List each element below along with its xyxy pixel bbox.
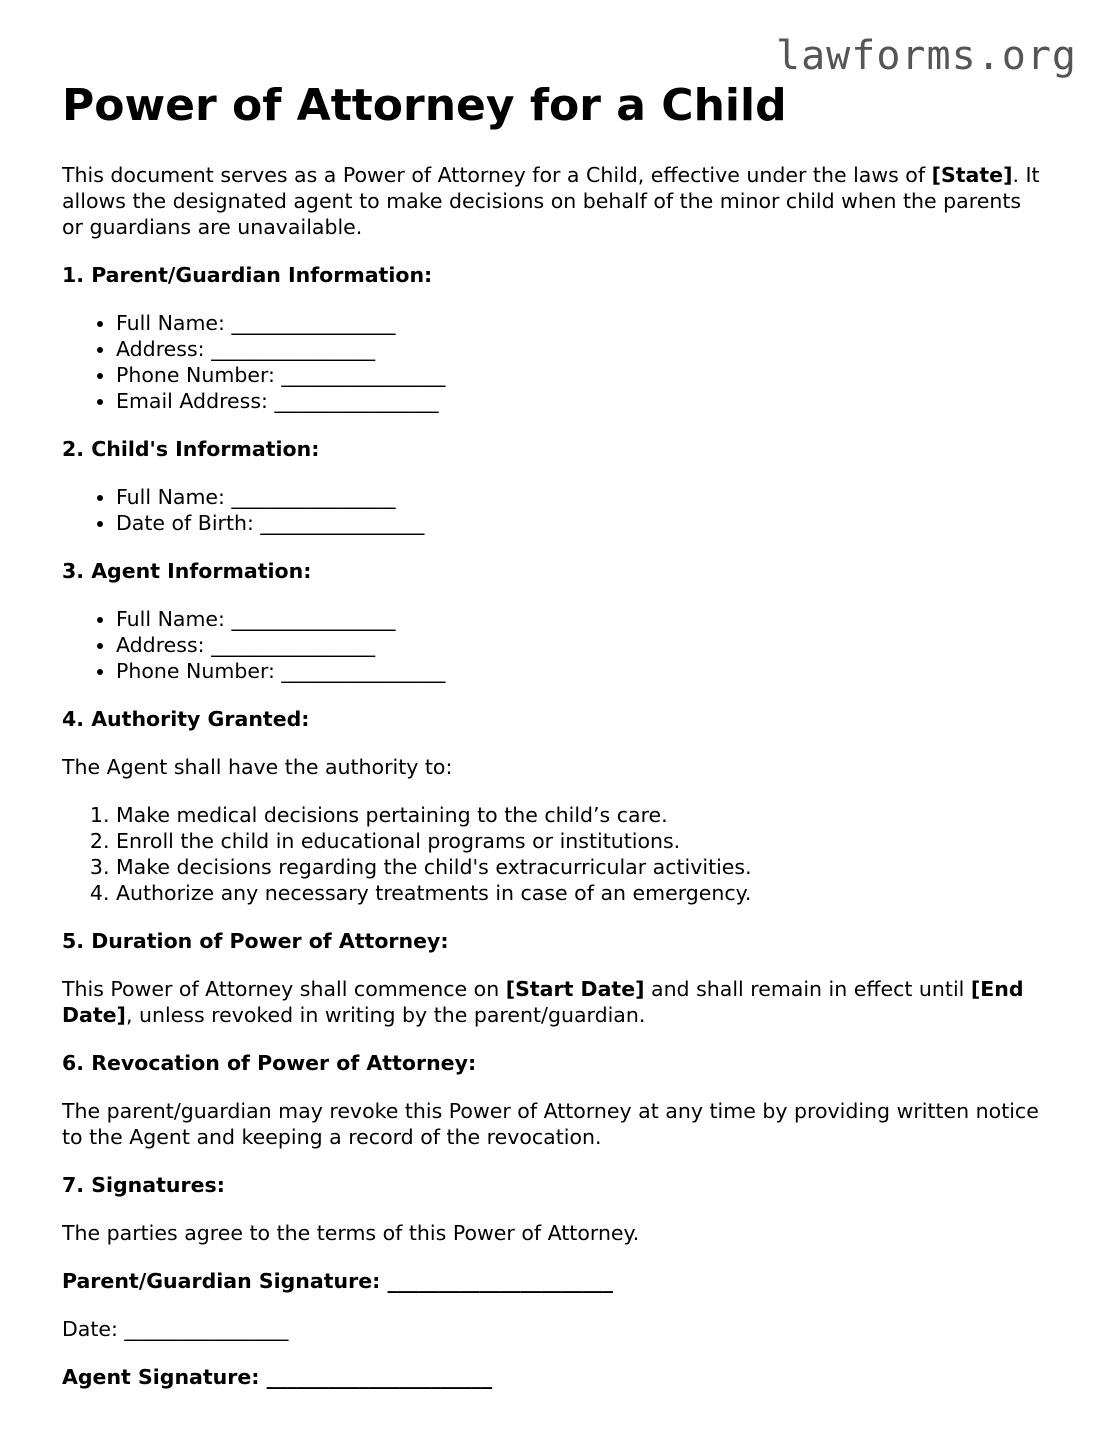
signatures-paragraph: The parties agree to the terms of this Power of Attorney. — [62, 1221, 640, 1245]
section-heading-revocation: 6. Revocation of Power of Attorney: — [62, 1051, 477, 1075]
section-heading-agent: 3. Agent Information: — [62, 559, 312, 583]
intro-text-1: This document serves as a Power of Attorney for a Child, effective under the laws of — [62, 163, 932, 187]
agent-info-list — [62, 606, 1042, 684]
list-item: • Address: ________________ — [116, 632, 1042, 658]
date-line: Date: ________________ — [62, 1317, 289, 1341]
list-item: • Phone Number: ________________ — [116, 658, 1042, 684]
list-item: • Full Name: ________________ — [116, 484, 1042, 510]
child-info-list — [62, 484, 1042, 536]
document-body — [62, 80, 1042, 1390]
section-heading-child: 2. Child's Information: — [62, 437, 320, 461]
state-placeholder: [State] — [931, 163, 1013, 187]
end-date-placeholder: [End Date] — [62, 977, 1024, 1027]
list-item: • Address: ________________ — [116, 336, 1042, 362]
list-item: 2. Enroll the child in educational programs or institutions. — [116, 828, 1042, 854]
section-heading-parent: 1. Parent/Guardian Information: — [62, 263, 433, 287]
parent-info-list — [62, 310, 1042, 414]
duration-text-2: and shall remain in effect until — [644, 977, 971, 1001]
list-item: • Full Name: ________________ — [116, 310, 1042, 336]
authority-lead: The Agent shall have the authority to: — [62, 755, 453, 779]
section-heading-signatures: 7. Signatures: — [62, 1173, 225, 1197]
parent-signature-line: Parent/Guardian Signature: ______________________ — [62, 1269, 613, 1293]
list-item: • Date of Birth: ________________ — [116, 510, 1042, 536]
intro-text-2: . It allows the designated agent to make decisions on behalf of the minor child when the parents or guardians are unavailable. — [62, 163, 1040, 239]
duration-text-3: , unless revoked in writing by the parent/guardian. — [125, 1003, 646, 1027]
watermark-logo: lawforms.org — [776, 33, 1077, 79]
page-title: Power of Attorney for a Child — [62, 80, 787, 131]
start-date-placeholder: [Start Date] — [505, 977, 645, 1001]
list-item: 4. Authorize any necessary treatments in case of an emergency. — [116, 880, 1042, 906]
list-item: 1. Make medical decisions pertaining to the child’s care. — [116, 802, 1042, 828]
section-heading-authority: 4. Authority Granted: — [62, 707, 310, 731]
authority-list — [62, 802, 1042, 906]
duration-text-1: This Power of Attorney shall commence on — [62, 977, 506, 1001]
list-item: • Phone Number: ________________ — [116, 362, 1042, 388]
section-heading-duration: 5. Duration of Power of Attorney: — [62, 929, 449, 953]
list-item: 3. Make decisions regarding the child's extracurricular activities. — [116, 854, 1042, 880]
list-item: • Full Name: ________________ — [116, 606, 1042, 632]
agent-signature-line: Agent Signature: ______________________ — [62, 1365, 493, 1389]
intro-paragraph — [62, 162, 1042, 240]
revocation-paragraph: The parent/guardian may revoke this Power of Attorney at any time by providing written notice to the Agent and keeping a record of the revocation. — [62, 1099, 1039, 1149]
duration-paragraph — [62, 976, 1042, 1028]
list-item: • Email Address: ________________ — [116, 388, 1042, 414]
